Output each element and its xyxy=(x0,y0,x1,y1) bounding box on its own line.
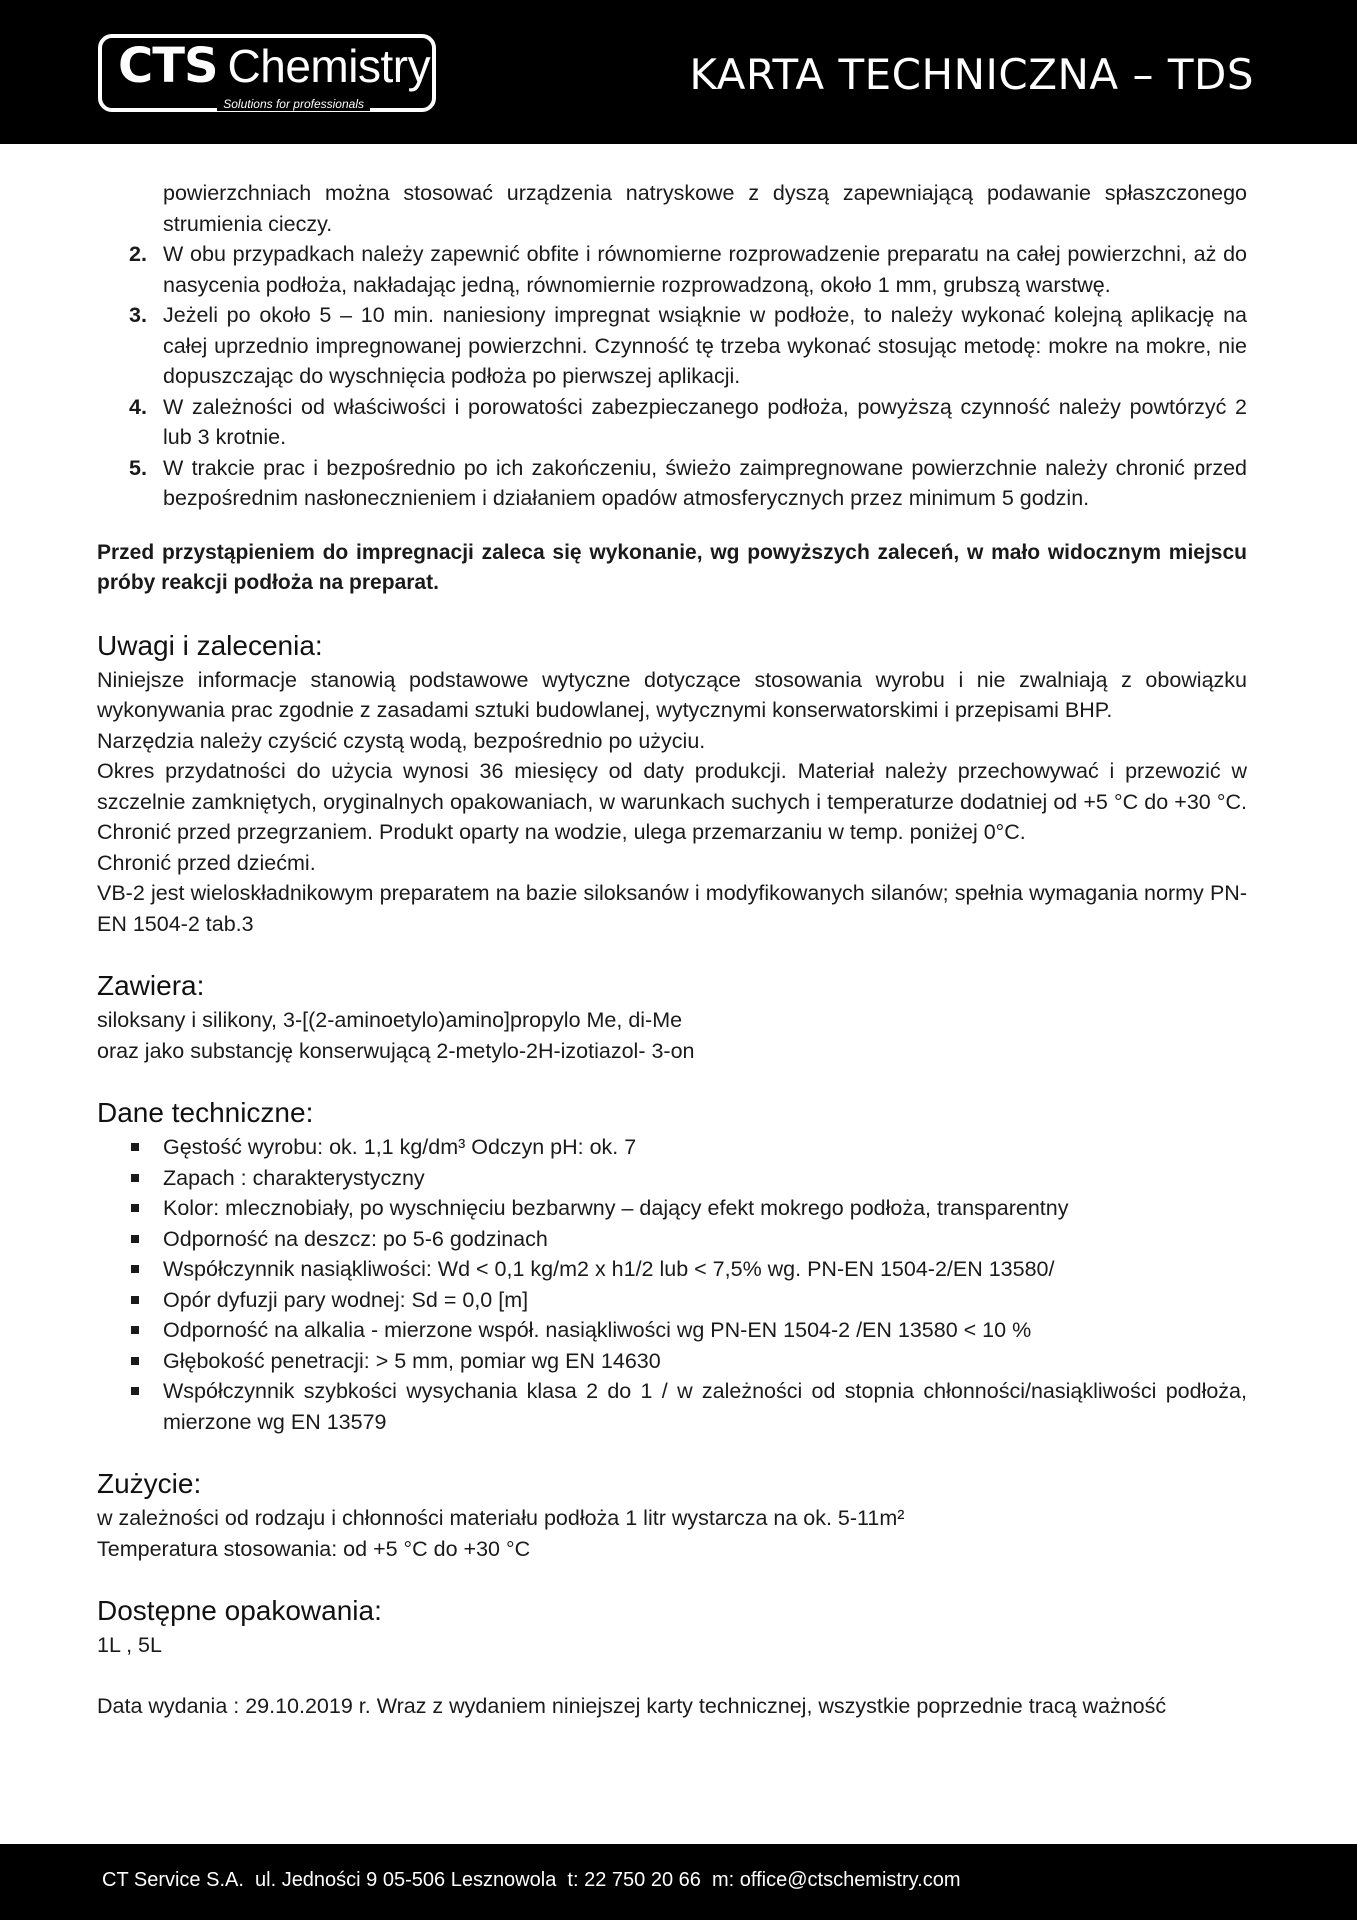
usage-line-1: w zależności od rodzaju i chłonności materiału podłoża 1 litr wystarcza na ok. 5-11m² xyxy=(97,1506,905,1530)
square-bullet-icon xyxy=(131,1357,139,1365)
technical-data-item xyxy=(97,1163,1247,1194)
application-step xyxy=(97,239,1247,300)
technical-data-text: Gęstość wyrobu: ok. 1,1 kg/dm³ Odczyn pH: ok. 7 xyxy=(163,1135,637,1159)
technical-data-item xyxy=(97,1254,1247,1285)
remarks-paragraph-5: VB-2 jest wieloskładnikowym preparatem na bazie siloksanów i modyfikowanych silanów; spełnia wymagania normy PN-EN 1504-2 tab.3 xyxy=(97,881,1247,936)
step-text: Jeżeli po około 5 – 10 min. naniesiony impregnat wsiąknie w podłoże, to należy wykonać kolejną aplikację na całej uprzednio impregnowanej powierzchni. Czynność tę trzeba wykonać stosując metodę: mokre na mokre, nie dopuszczając do wyschnięcia podłoża po pierwszej aplikacji. xyxy=(163,303,1247,388)
square-bullet-icon xyxy=(131,1143,139,1151)
technical-data-heading: Dane techniczne: xyxy=(97,1097,314,1128)
remarks-paragraph-1: Niniejsze informacje stanowią podstawowe wytyczne dotyczące stosowania wyrobu i nie zwalniają z obowiązku wykonywania prac zgodnie z zasadami sztuki budowlanej, wytycznymi konserwatorskimi i przepisami BHP. xyxy=(97,667,1247,722)
technical-data-text: Odporność na deszcz: po 5-6 godzinach xyxy=(163,1226,548,1251)
page-footer xyxy=(0,1844,1357,1920)
remarks-paragraph-3: Okres przydatności do użycia wynosi 36 miesięcy od daty produkcji. Materiał należy przechowywać i przewozić w szczelnie zamkniętych, oryginalnych opakowaniach, w warunkach suchych i temperaturze dodatniej od +5 °C do +30 °C. Chronić przed przegrzaniem. Produkt oparty na wodzie, ulega przemarzaniu w temp. poniżej 0°C. xyxy=(97,759,1247,844)
step-number: 4. xyxy=(129,394,147,419)
step-text: W obu przypadkach należy zapewnić obfite i równomierne rozprowadzenie preparatu na całej powierzchni, aż do nasycenia podłoża, nakładając jedną, równomiernie rozprowadzoną, około 1 mm, grubszą warstwę. xyxy=(163,242,1247,297)
step-number: 2. xyxy=(129,242,147,266)
technical-data-item xyxy=(97,1376,1247,1437)
square-bullet-icon xyxy=(131,1387,139,1395)
technical-data-text: Zapach : charakterystyczny xyxy=(163,1165,425,1190)
technical-data-item xyxy=(97,1193,1247,1224)
technical-data-item xyxy=(97,1224,1247,1255)
cts-chemistry-logo xyxy=(98,34,436,112)
usage-line-2: Temperatura stosowania: od +5 °C do +30 °C xyxy=(97,1536,531,1561)
remarks-heading: Uwagi i zalecenia: xyxy=(97,629,323,661)
technical-data-item xyxy=(97,1132,1247,1163)
step-text: W trakcie prac i bezpośrednio po ich zakończeniu, świeżo zaimpregnowane powierzchnie należy chronić przed bezpośrednim nasłonecznieniem i działaniem opadów atmosferycznych przez minimum 5 godzin. xyxy=(163,455,1247,510)
document-title: KARTA TECHNICZNA – TDS xyxy=(689,50,1254,99)
technical-data-text: Współczynnik szybkości wysychania klasa 2 do 1 / w zależności od stopnia chłonności/nasiąkliwości podłoża, mierzone wg EN 13579 xyxy=(163,1379,1247,1434)
application-step xyxy=(97,453,1247,514)
square-bullet-icon xyxy=(131,1235,139,1243)
technical-data-text: Odporność na alkalia - mierzone współ. nasiąkliwości wg PN-EN 1504-2 /EN 13580 < 10 % xyxy=(163,1318,1032,1342)
test-recommendation-note: Przed przystąpieniem do impregnacji zaleca się wykonanie, wg powyższych zaleceń, w mało widocznym miejscu próby reakcji podłoża na preparat. xyxy=(97,540,1247,594)
packaging-value: 1L , 5L xyxy=(97,1633,162,1657)
remarks-paragraph-4: Chronić przed dziećmi. xyxy=(97,850,316,875)
logo-tagline: Solutions for professionals xyxy=(217,97,370,111)
technical-data-text: Opór dyfuzji pary wodnej: Sd = 0,0 [m] xyxy=(163,1287,529,1312)
technical-data-list xyxy=(97,1132,1247,1437)
technical-data-item xyxy=(97,1315,1247,1346)
application-steps-list xyxy=(97,239,1247,514)
step-text: W zależności od właściwości i porowatości zabezpieczanego podłoża, powyższą czynność należy powtórzyć 2 lub 3 krotnie. xyxy=(163,394,1247,449)
step-number: 5. xyxy=(129,455,147,480)
logo-wordmark xyxy=(118,38,431,94)
remarks-paragraph-2: Narzędzia należy czyścić czystą wodą, bezpośrednio po użyciu. xyxy=(97,728,706,753)
step-number: 3. xyxy=(129,303,147,327)
contains-line-1: siloksany i silikony, 3-[(2-aminoetylo)amino]propylo Me, di-Me xyxy=(97,1008,683,1032)
application-step xyxy=(97,300,1247,392)
application-continuation: powierzchniach można stosować urządzenia natryskowe z dyszą zapewniającą podawanie spłaszczonego strumienia cieczy. xyxy=(163,181,1247,236)
document-body xyxy=(97,178,1247,1721)
usage-heading: Zużycie: xyxy=(97,1468,202,1499)
application-step xyxy=(97,392,1247,453)
technical-data-text: Współczynnik nasiąkliwości: Wd < 0,1 kg/m2 x h1/2 lub < 7,5% wg. PN-EN 1504-2/EN 13580/ xyxy=(163,1257,1055,1281)
technical-data-text: Kolor: mlecznobiały, po wyschnięciu bezbarwny – dający efekt mokrego podłoża, transparentny xyxy=(163,1196,1069,1220)
technical-data-text: Głębokość penetracji: > 5 mm, pomiar wg EN 14630 xyxy=(163,1348,661,1373)
square-bullet-icon xyxy=(131,1204,139,1212)
square-bullet-icon xyxy=(131,1265,139,1273)
logo-chemistry-text: Chemistry xyxy=(227,40,431,92)
square-bullet-icon xyxy=(131,1296,139,1304)
packaging-heading: Dostępne opakowania: xyxy=(97,1595,382,1626)
contains-line-2: oraz jako substancję konserwującą 2-metylo-2H-izotiazol- 3-on xyxy=(97,1038,695,1063)
square-bullet-icon xyxy=(131,1326,139,1334)
technical-data-item xyxy=(97,1346,1247,1377)
page-header xyxy=(0,0,1357,144)
contains-heading: Zawiera: xyxy=(97,970,205,1001)
technical-data-item xyxy=(97,1285,1247,1316)
square-bullet-icon xyxy=(131,1174,139,1182)
footer-contact-info: CT Service S.A. ul. Jedności 9 05-506 Lesznowola t: 22 750 20 66 m: office@ctschemistry.com xyxy=(102,1869,961,1891)
logo-cts-text: CTS xyxy=(118,38,218,94)
issue-date-note: Data wydania : 29.10.2019 r. Wraz z wydaniem niniejszej karty technicznej, wszystkie poprzednie tracą ważność xyxy=(97,1693,1167,1718)
